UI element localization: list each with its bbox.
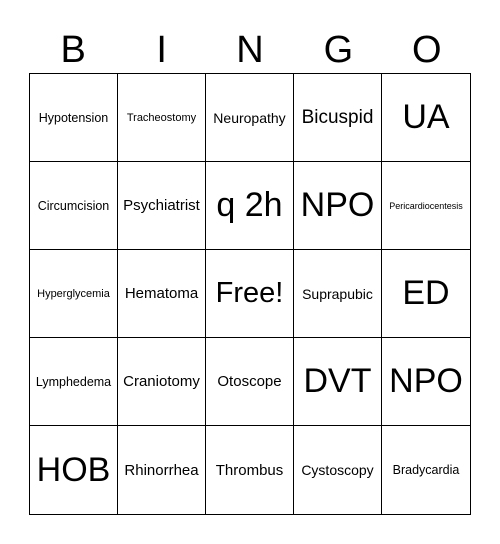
bingo-cell[interactable]: Bradycardia (392, 463, 460, 477)
bingo-cell[interactable]: Rhinorrhea (118, 426, 206, 514)
header-letter-o: O (412, 29, 442, 71)
bingo-cell[interactable]: ED (382, 250, 470, 338)
header-letter-n: N (236, 29, 264, 71)
bingo-cell[interactable]: Circumcision (30, 162, 118, 250)
bingo-cell[interactable]: Hematoma (118, 250, 206, 338)
bingo-board (29, 73, 471, 515)
bingo-header (29, 28, 471, 72)
bingo-cell[interactable]: Hypotension (30, 74, 118, 162)
bingo-cell[interactable]: HOB (30, 426, 118, 514)
header-letter-i: I (156, 29, 167, 71)
bingo-cell[interactable]: Hyperglycemia (30, 250, 118, 338)
bingo-cell[interactable]: Thrombus (206, 426, 294, 514)
bingo-cell[interactable]: Bicuspid (294, 74, 382, 162)
header-letter-g: G (323, 29, 354, 71)
free-space-cell[interactable]: Free! (206, 250, 294, 338)
bingo-cell[interactable]: Craniotomy (118, 338, 206, 426)
bingo-cell[interactable]: UA (382, 74, 470, 162)
bingo-cell[interactable]: Psychiatrist (118, 162, 206, 250)
bingo-cell[interactable]: Pericardiocentesis (382, 162, 470, 250)
bingo-cell[interactable]: q 2h (206, 162, 294, 250)
bingo-cell[interactable]: Lymphedema (30, 338, 118, 426)
bingo-cell[interactable]: NPO (382, 338, 470, 426)
header-letter-b: B (60, 29, 86, 71)
bingo-cell[interactable]: Suprapubic (294, 250, 382, 338)
bingo-cell[interactable]: Cystoscopy (294, 426, 382, 514)
bingo-cell[interactable]: DVT (294, 338, 382, 426)
bingo-cell[interactable]: Tracheostomy (118, 74, 206, 162)
bingo-cell[interactable]: Otoscope (206, 338, 294, 426)
bingo-cell[interactable]: NPO (294, 162, 382, 250)
bingo-cell[interactable]: Neuropathy (206, 74, 294, 162)
